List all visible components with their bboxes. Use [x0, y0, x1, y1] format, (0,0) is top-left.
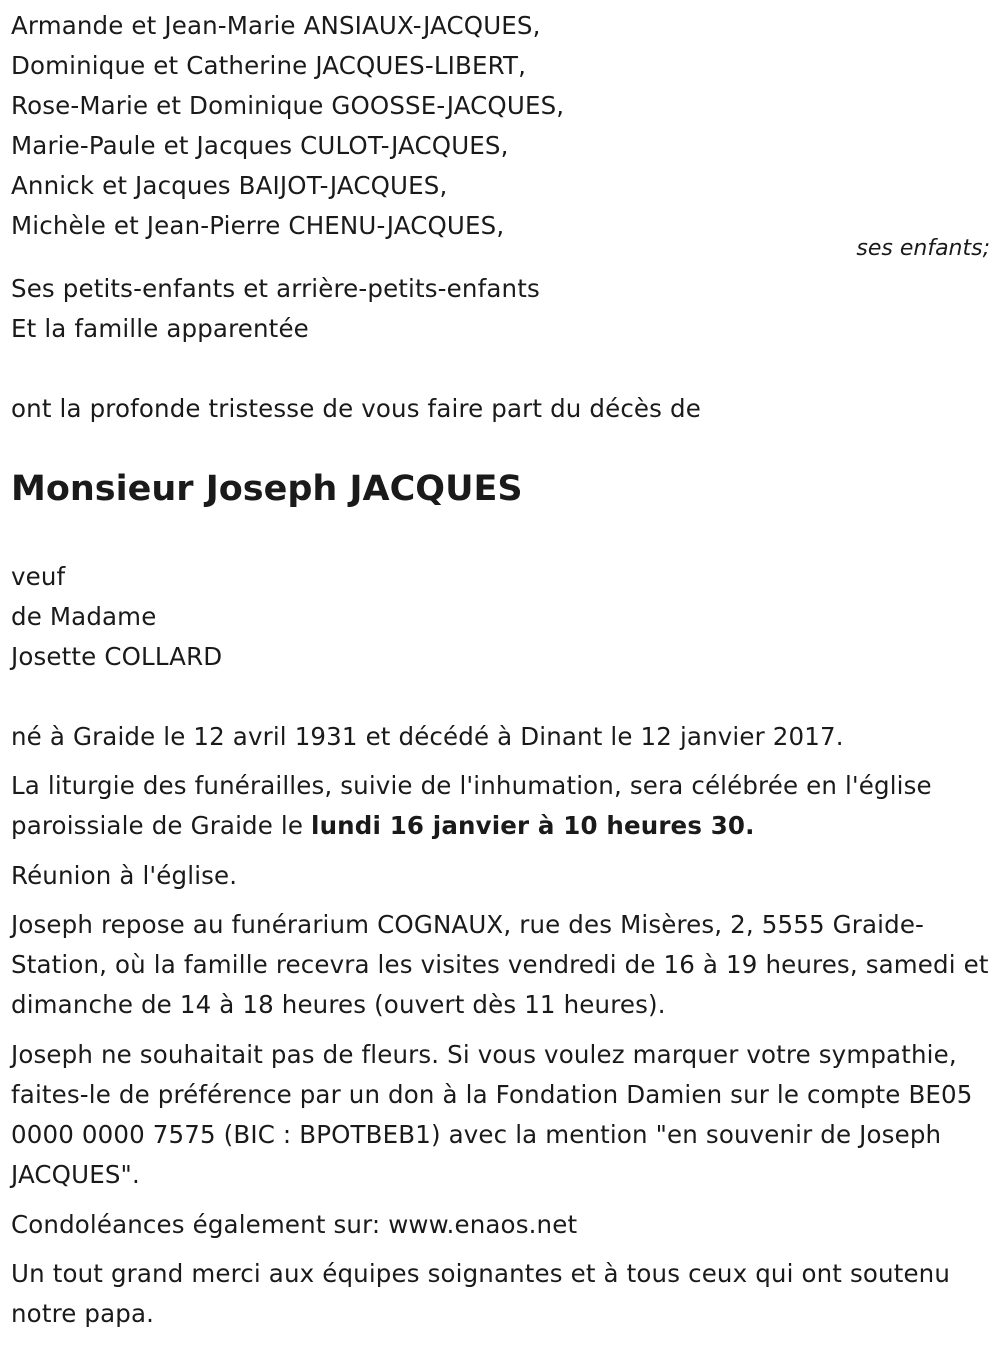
- children-caption: ses enfants;: [856, 236, 990, 261]
- meeting: Réunion à l'église.: [11, 861, 238, 890]
- announcement: ont la profonde tristesse de vous faire part du décès de: [11, 394, 701, 423]
- spouse-line: veuf: [11, 562, 66, 591]
- child-line: Marie-Paule et Jacques CULOT-JACQUES,: [11, 131, 509, 160]
- liturgy-datetime: lundi 16 janvier à 10 heures 30.: [311, 811, 755, 840]
- child-line: Rose-Marie et Dominique GOOSSE-JACQUES,: [11, 91, 565, 120]
- liturgy-paragraph: [11, 766, 993, 846]
- spouse-line: Josette COLLARD: [11, 642, 223, 671]
- birth-death: né à Graide le 12 avril 1931 et décédé à Dinant le 12 janvier 2017.: [11, 722, 844, 751]
- liturgy-text: La liturgie des funérailles, suivie de l'inhumation, sera célébrée en l'église paroissiale de Graide le: [11, 771, 932, 840]
- flowers-paragraph: Joseph ne souhaitait pas de fleurs. Si vous voulez marquer votre sympathie, faites-le de préférence par un don à la Fondation Damien sur le compte BE05 0000 0000 7575 (BIC : BPOTBEB1) avec la mention "en souvenir de Joseph JACQUES".: [11, 1040, 973, 1189]
- family-line: Et la famille apparentée: [11, 314, 309, 343]
- child-line: Dominique et Catherine JACQUES-LIBERT,: [11, 51, 527, 80]
- family-line: Ses petits-enfants et arrière-petits-enfants: [11, 274, 540, 303]
- deceased-name: Monsieur Joseph JACQUES: [11, 469, 523, 509]
- spouse-line: de Madame: [11, 602, 157, 631]
- funerarium-paragraph: Joseph repose au funérarium COGNAUX, rue des Misères, 2, 5555 Graide-Station, où la famille recevra les visites vendredi de 16 à 19 heures, samedi et dimanche de 14 à 18 heures (ouvert dès 11 heures).: [11, 910, 989, 1019]
- child-line: Michèle et Jean-Pierre CHENU-JACQUES,: [11, 211, 505, 240]
- child-line: Annick et Jacques BAIJOT-JACQUES,: [11, 171, 448, 200]
- child-line: Armande et Jean-Marie ANSIAUX-JACQUES,: [11, 11, 541, 40]
- condolences: Condoléances également sur: www.enaos.net: [11, 1210, 578, 1239]
- thanks-paragraph: Un tout grand merci aux équipes soignantes et à tous ceux qui ont soutenu notre papa.: [11, 1259, 951, 1328]
